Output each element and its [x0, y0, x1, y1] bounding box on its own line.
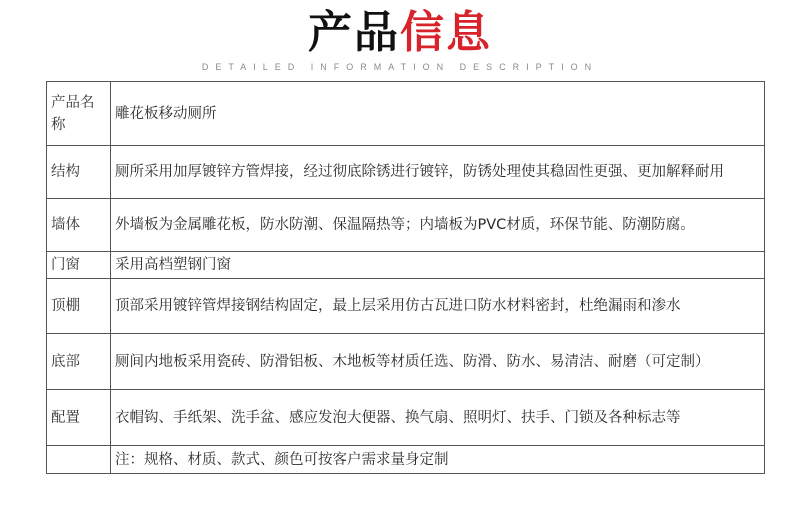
table-row: [47, 199, 765, 252]
row-label-configuration: 配置: [47, 390, 111, 446]
table-row: [47, 82, 765, 146]
row-label-structure: 结构: [47, 146, 111, 199]
table-row: [47, 446, 765, 474]
product-info-table: [46, 81, 765, 474]
row-value-walls: 外墙板为金属雕花板，防水防潮、保温隔热等；内墙板为PVC材质，环保节能、防潮防腐。: [111, 199, 765, 252]
row-label-bottom: 底部: [47, 334, 111, 390]
table-row: [47, 390, 765, 446]
page-title-part1: 产品: [308, 7, 400, 58]
table-row: [47, 334, 765, 390]
row-value-doors-windows: 采用高档塑钢门窗: [111, 252, 765, 279]
table-row: [47, 252, 765, 279]
row-value-bottom: 厕间内地板采用瓷砖、防滑铝板、木地板等材质任选、防滑、防水、易清洁、耐磨（可定制）: [111, 334, 765, 390]
row-value-configuration: 衣帽钩、手纸架、洗手盆、感应发泡大便器、换气扇、照明灯、扶手、门锁及各种标志等: [111, 390, 765, 446]
page-subtitle: DETAILED INFORMATION DESCRIPTION: [201, 62, 599, 72]
row-value-product-name: 雕花板移动厕所: [111, 82, 765, 146]
row-label-ceiling: 顶棚: [47, 279, 111, 334]
row-label-walls: 墙体: [47, 199, 111, 252]
row-value-ceiling: 顶部采用镀锌管焊接钢结构固定，最上层采用仿古瓦进口防水材料密封，杜绝漏雨和渗水: [111, 279, 765, 334]
page-title-part2: 信息: [400, 7, 492, 58]
row-label-doors-windows: 门窗: [47, 252, 111, 279]
row-label-note: [47, 446, 111, 474]
row-value-note: 注：规格、材质、款式、颜色可按客户需求量身定制: [111, 446, 765, 474]
row-value-structure: 厕所采用加厚镀锌方管焊接，经过彻底除锈进行镀锌，防锈处理使其稳固性更强、更加解释耐用: [111, 146, 765, 199]
row-label-product-name: 产品名称: [47, 82, 111, 146]
page-title: [0, 6, 800, 60]
table-row: [47, 146, 765, 199]
table-row: [47, 279, 765, 334]
